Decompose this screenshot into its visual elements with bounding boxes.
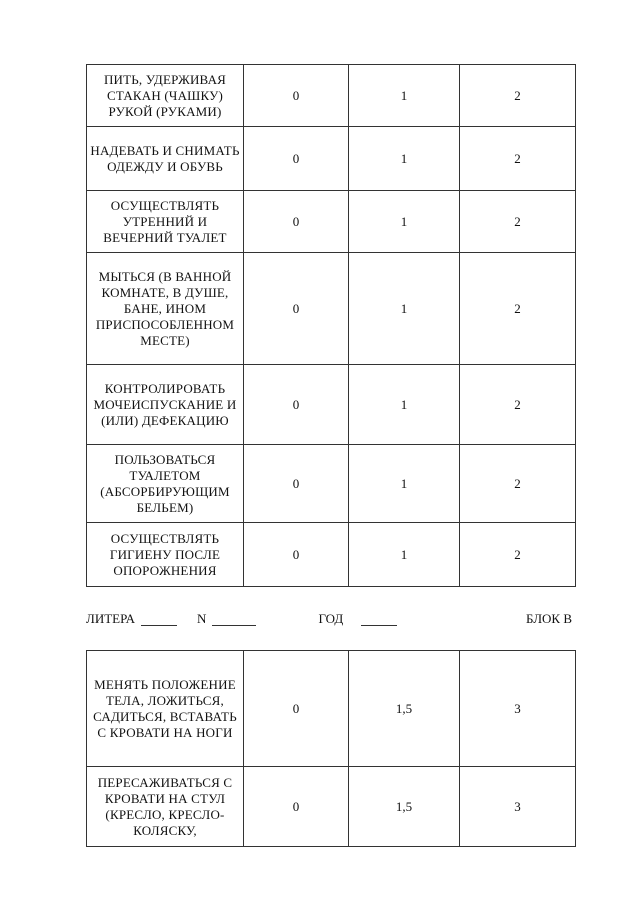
score-0: 0 xyxy=(244,65,349,127)
row-label: ОСУЩЕСТВЛЯТЬ ГИГИЕНУ ПОСЛЕ ОПОРОЖНЕНИЯ xyxy=(87,523,244,587)
row-label: ПЕРЕСАЖИВАТЬСЯ С КРОВАТИ НА СТУЛ (КРЕСЛО, КРЕСЛО-КОЛЯСКУ, xyxy=(87,767,244,847)
row-label: МЕНЯТЬ ПОЛОЖЕНИЕ ТЕЛА, ЛОЖИТЬСЯ, САДИТЬСЯ, ВСТАВАТЬ С КРОВАТИ НА НОГИ xyxy=(87,651,244,767)
litera-field[interactable] xyxy=(141,613,177,626)
god-label: ГОД xyxy=(318,611,344,626)
score-2: 2 xyxy=(460,253,576,365)
score-0: 0 xyxy=(244,445,349,523)
n-field[interactable] xyxy=(212,613,256,626)
score-1: 1 xyxy=(349,65,460,127)
score-1-5: 1,5 xyxy=(349,767,460,847)
table-row xyxy=(87,253,576,365)
litera-label: ЛИТЕРА xyxy=(86,611,136,626)
activities-table-a xyxy=(86,64,576,587)
score-1: 1 xyxy=(349,445,460,523)
row-label: ПИТЬ, УДЕРЖИВАЯ СТАКАН (ЧАШКУ) РУКОЙ (РУКАМИ) xyxy=(87,65,244,127)
table-row xyxy=(87,65,576,127)
score-2: 2 xyxy=(460,365,576,445)
score-2: 2 xyxy=(460,65,576,127)
score-3: 3 xyxy=(460,651,576,767)
row-label: ПОЛЬЗОВАТЬСЯ ТУАЛЕТОМ (АБСОРБИРУЮЩИМ БЕЛЬЕМ) xyxy=(87,445,244,523)
score-1: 1 xyxy=(349,253,460,365)
score-2: 2 xyxy=(460,191,576,253)
score-0: 0 xyxy=(244,767,349,847)
table-row xyxy=(87,127,576,191)
row-label: КОНТРОЛИРОВАТЬ МОЧЕИСПУСКАНИЕ И (ИЛИ) ДЕФЕКАЦИЮ xyxy=(87,365,244,445)
god-field[interactable] xyxy=(361,613,397,626)
score-1: 1 xyxy=(349,127,460,191)
score-0: 0 xyxy=(244,127,349,191)
score-1: 1 xyxy=(349,191,460,253)
form-header-line xyxy=(86,606,572,632)
score-0: 0 xyxy=(244,191,349,253)
table-row xyxy=(87,365,576,445)
row-label: МЫТЬСЯ (В ВАННОЙ КОМНАТЕ, В ДУШЕ, БАНЕ, ИНОМ ПРИСПОСОБЛЕННОМ МЕСТЕ) xyxy=(87,253,244,365)
score-1: 1 xyxy=(349,523,460,587)
score-1-5: 1,5 xyxy=(349,651,460,767)
n-label: N xyxy=(197,611,207,626)
row-label: ОСУЩЕСТВЛЯТЬ УТРЕННИЙ И ВЕЧЕРНИЙ ТУАЛЕТ xyxy=(87,191,244,253)
row-label: НАДЕВАТЬ И СНИМАТЬ ОДЕЖДУ И ОБУВЬ xyxy=(87,127,244,191)
score-0: 0 xyxy=(244,253,349,365)
table-row xyxy=(87,445,576,523)
score-0: 0 xyxy=(244,523,349,587)
score-2: 2 xyxy=(460,445,576,523)
score-2: 2 xyxy=(460,523,576,587)
score-0: 0 xyxy=(244,365,349,445)
table-row xyxy=(87,523,576,587)
block-label: БЛОК В xyxy=(526,611,572,626)
score-3: 3 xyxy=(460,767,576,847)
table-row xyxy=(87,651,576,767)
score-1: 1 xyxy=(349,365,460,445)
table-row xyxy=(87,767,576,847)
table-row xyxy=(87,191,576,253)
activities-table-b xyxy=(86,650,576,847)
score-0: 0 xyxy=(244,651,349,767)
score-2: 2 xyxy=(460,127,576,191)
